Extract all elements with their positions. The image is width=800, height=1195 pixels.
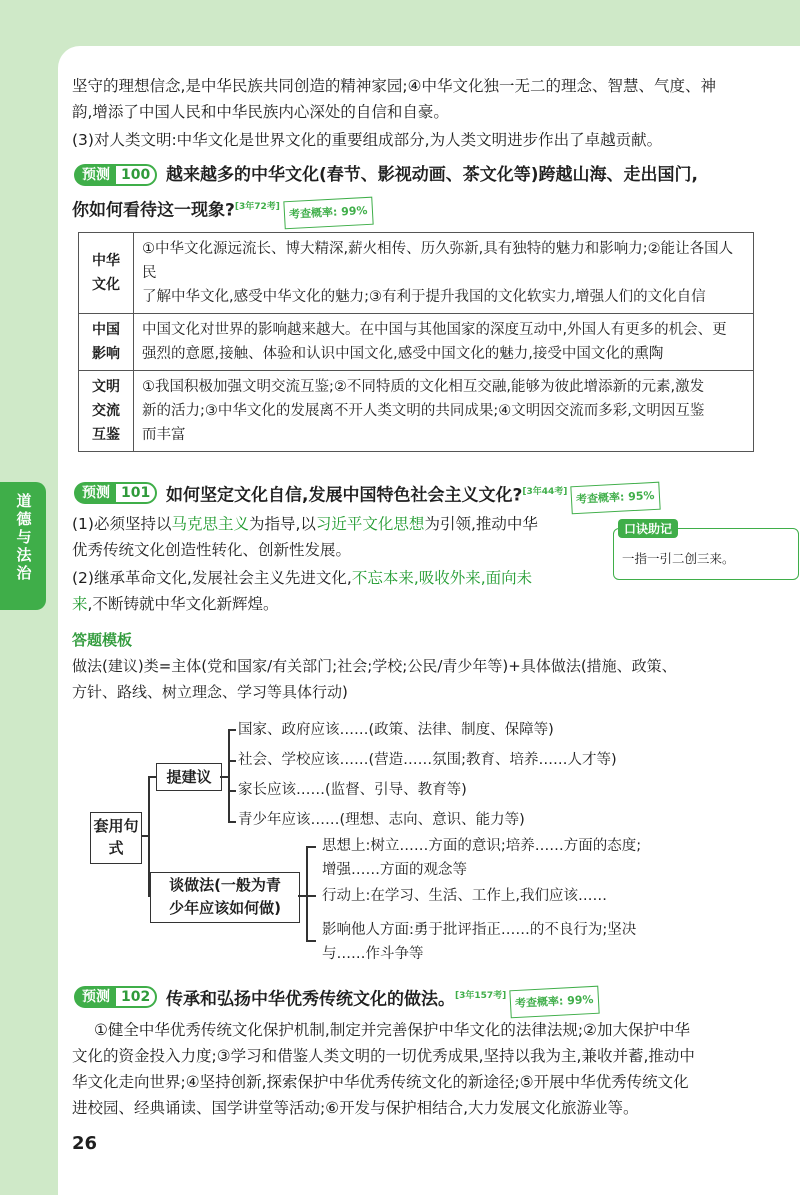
question-title-cont — [72, 195, 372, 227]
text: (1)必须坚持以 — [72, 515, 172, 533]
answer-line: 华文化走向世界;④坚持创新,探索保护中华优秀传统文化的新途径;⑤开展中华优秀传统文化 — [72, 1073, 689, 1091]
probability-stamp: 考查概率: 99% — [510, 985, 600, 1018]
mnemonic-label: 口诀助记 — [618, 519, 678, 538]
text: ,不断铸就中华文化新辉煌。 — [87, 595, 279, 613]
cell-line: 而丰富 — [142, 427, 186, 443]
answer-line: 进校园、经典诵读、国学讲堂等活动;⑥开发与保护相结合,大力发展文化旅游业等。 — [72, 1099, 639, 1117]
table-row — [79, 314, 754, 371]
tag-pill: 预测 — [74, 986, 114, 1008]
question-text: 如何坚定文化自信,发展中国特色社会主义文化? — [166, 485, 523, 506]
connector — [228, 760, 236, 762]
practice-item: 增强……方面的观念等 — [322, 862, 467, 878]
question-tag-101 — [74, 482, 157, 504]
connector — [220, 776, 228, 778]
answer-line — [72, 512, 538, 536]
highlight-text: 不忘本来,吸收外来,面向未 — [351, 569, 533, 587]
connector — [228, 729, 230, 821]
branch-practice — [150, 872, 300, 923]
tag-number: 102 — [114, 986, 157, 1008]
connector — [306, 940, 316, 942]
tag-pill: 预测 — [74, 482, 114, 504]
practice-item: 影响他人方面:勇于批评指正……的不良行为;坚决 — [322, 922, 637, 938]
row-header: 中华文化 — [79, 233, 134, 314]
suggestion-item: 家长应该……(监督、引导、教育等) — [238, 782, 467, 798]
branch-suggestion: 提建议 — [156, 763, 222, 791]
subject-side-tab — [0, 482, 46, 610]
page-number: 26 — [72, 1133, 98, 1154]
probability-stamp: 考查概率: 95% — [571, 481, 661, 514]
answer-line — [72, 566, 532, 590]
connector — [306, 846, 308, 940]
tag-pill: 预测 — [74, 164, 114, 186]
root-label: 套用句式 — [93, 817, 139, 857]
question-text: 传承和弘扬中华优秀传统文化的做法。 — [166, 989, 455, 1010]
practice-item: 行动上:在学习、生活、工作上,我们应该…… — [322, 888, 607, 904]
suggestion-item: 青少年应该……(理想、志向、意识、能力等) — [238, 812, 525, 828]
connector — [228, 790, 236, 792]
mnemonic-text: 一指一引二创三来。 — [622, 551, 735, 566]
template-line: 做法(建议)类=主体(党和国家/有关部门;社会;学校;公民/青少年等)+具体做法(措施、政策、 — [72, 657, 677, 675]
practice-item: 与……作斗争等 — [322, 946, 424, 962]
side-tab-label: 道德与法治 — [16, 492, 32, 582]
probability-stamp: 考查概率: 99% — [283, 196, 373, 229]
branch-label: 谈做法(一般为青 — [169, 876, 281, 894]
connector — [228, 821, 236, 823]
text: (2)继承革命文化,发展社会主义先进文化, — [72, 569, 352, 587]
template-heading: 答题模板 — [72, 631, 133, 649]
row-header: 中国影响 — [79, 314, 134, 371]
highlight-text: 习近平文化思想 — [315, 515, 425, 533]
table-row — [79, 371, 754, 452]
text-line: 韵,增添了中国人民和中华民族内心深处的自信和自豪。 — [72, 103, 449, 121]
info-table — [78, 232, 754, 452]
exam-frequency: [3年157考] — [455, 991, 507, 1001]
row-content — [134, 371, 754, 452]
cell-line: 新的活力;③中华文化的发展离不开人类文明的共同成果;④文明因交流而多彩,文明因互鉴 — [142, 403, 705, 419]
mnemonic-box — [613, 522, 799, 580]
highlight-text: 马克思主义 — [171, 515, 249, 533]
suggestion-item: 国家、政府应该……(政策、法律、制度、保障等) — [238, 722, 554, 738]
exam-frequency: [3年72考] — [234, 202, 280, 212]
connector — [228, 729, 236, 731]
template-line: 方针、路线、树立理念、学习等具体行动) — [72, 683, 348, 701]
text: 为指导,以 — [248, 515, 316, 533]
question-title — [166, 984, 599, 1016]
practice-item: 思想上:树立……方面的意识;培养……方面的态度; — [322, 838, 642, 854]
cell-line: ①中华文化源远流长、博大精深,薪火相传、历久弥新,具有独特的魅力和影响力;②能让各国人民 — [142, 241, 734, 281]
tag-number: 101 — [114, 482, 157, 504]
answer-line: ①健全中华优秀传统文化保护机制,制定并完善保护中华文化的法律法规;②加大保护中华 — [94, 1021, 690, 1039]
cell-line: 中国文化对世界的影响越来越大。在中国与其他国家的深度互动中,外国人有更多的机会、更 — [142, 322, 727, 338]
text-line: 坚守的理想信念,是中华民族共同创造的精神家园;④中华文化独一无二的理念、智慧、气度、神 — [72, 77, 717, 95]
answer-line — [72, 592, 278, 616]
text: 为引领,推动中华 — [424, 515, 538, 533]
question-tag-100 — [74, 164, 157, 186]
document-page — [58, 46, 800, 1195]
cell-line: 强烈的意愿,接触、体验和认识中国文化,感受中国文化的魅力,接受中国文化的熏陶 — [142, 346, 664, 362]
connector — [306, 895, 316, 897]
exam-frequency: [3年44考] — [522, 487, 568, 497]
highlight-text: 来 — [72, 595, 88, 613]
branch-label: 少年应该如何做) — [169, 899, 281, 917]
row-content — [134, 314, 754, 371]
answer-line: 文化的资金投入力度;③学习和借鉴人类文明的一切优秀成果,坚持以我为主,兼收并蓄,推动中 — [72, 1047, 695, 1065]
cell-line: 了解中华文化,感受中华文化的魅力;③有利于提升我国的文化软实力,增强人们的文化自信 — [142, 289, 706, 305]
connector — [148, 776, 156, 778]
diagram-root — [90, 812, 142, 864]
text-line: (3)对人类文明:中华文化是世界文化的重要组成部分,为人类文明进步作出了卓越贡献。 — [72, 131, 663, 149]
cell-line: ①我国积极加强文明交流互鉴;②不同特质的文化相互交融,能够为彼此增添新的元素,激发 — [142, 379, 705, 395]
row-content — [134, 233, 754, 314]
question-title — [166, 480, 660, 512]
connector — [306, 846, 316, 848]
table-row — [79, 233, 754, 314]
answer-line: 优秀传统文化创造性转化、创新性发展。 — [72, 541, 352, 559]
suggestion-item: 社会、学校应该……(营造……氛围;教育、培养……人才等) — [238, 752, 617, 768]
question-tag-102 — [74, 986, 157, 1008]
connector — [298, 895, 306, 897]
row-header: 文明交流互鉴 — [79, 371, 134, 452]
tag-number: 100 — [114, 164, 157, 186]
question-text: 你如何看待这一现象? — [72, 200, 235, 221]
question-title: 越来越多的中华文化(春节、影视动画、茶文化等)跨越山海、走出国门, — [166, 165, 698, 185]
